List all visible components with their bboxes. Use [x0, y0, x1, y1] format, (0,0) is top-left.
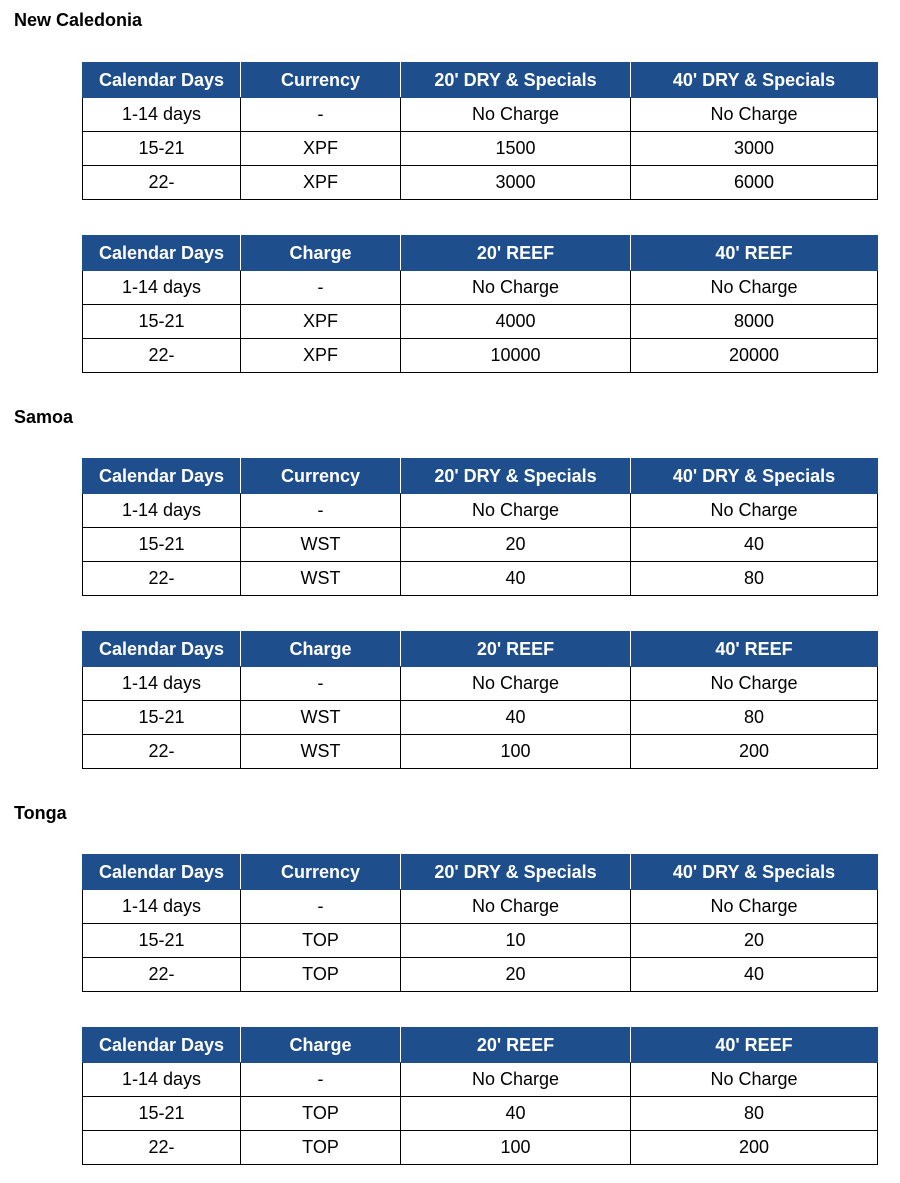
header-cell: 40' DRY & Specials [631, 459, 878, 494]
table-cell: - [241, 667, 401, 701]
table-cell: WST [241, 701, 401, 735]
table-cell: XPF [241, 132, 401, 166]
table-cell: 3000 [631, 132, 878, 166]
table-cell: 80 [631, 562, 878, 596]
header-cell: Calendar Days [83, 632, 241, 667]
table-cell: No Charge [631, 271, 878, 305]
table-header-row [83, 236, 878, 271]
table-cell: 10000 [401, 339, 631, 373]
table-cell: - [241, 98, 401, 132]
section-title-samoa: Samoa [14, 407, 74, 427]
table-cell: 100 [401, 735, 631, 769]
tonga-reef-table [82, 1027, 878, 1165]
table-cell: 22- [83, 339, 241, 373]
table-cell: No Charge [631, 667, 878, 701]
table-row [83, 98, 878, 132]
header-cell: 40' DRY & Specials [631, 855, 878, 890]
table-cell: - [241, 1063, 401, 1097]
header-cell: Currency [241, 63, 401, 98]
table-cell: 1-14 days [83, 667, 241, 701]
header-cell: Charge [241, 632, 401, 667]
table-cell: 1-14 days [83, 890, 241, 924]
table-header-row [83, 63, 878, 98]
table-cell: XPF [241, 339, 401, 373]
header-cell: Currency [241, 459, 401, 494]
table-row [83, 1097, 878, 1131]
table-row [83, 562, 878, 596]
table-cell: 40 [401, 562, 631, 596]
table-row [83, 890, 878, 924]
table-header-row [83, 459, 878, 494]
samoa-reef-table [82, 631, 878, 769]
table-cell: 1500 [401, 132, 631, 166]
table-cell: 20 [631, 924, 878, 958]
table-cell: 40 [401, 701, 631, 735]
table-cell: 6000 [631, 166, 878, 200]
table-cell: 22- [83, 1131, 241, 1165]
header-cell: Calendar Days [83, 236, 241, 271]
table-cell: 22- [83, 562, 241, 596]
header-cell: Calendar Days [83, 459, 241, 494]
table-row [83, 528, 878, 562]
table-cell: - [241, 271, 401, 305]
table-cell: 1-14 days [83, 98, 241, 132]
table-cell: 20 [401, 958, 631, 992]
table-cell: 40 [631, 958, 878, 992]
section-title-tonga: Tonga [14, 803, 67, 823]
table-cell: No Charge [401, 98, 631, 132]
table-row [83, 271, 878, 305]
table-row [83, 494, 878, 528]
new-caledonia-dry-table [82, 62, 878, 200]
table-cell: No Charge [631, 494, 878, 528]
table-cell: 15-21 [83, 924, 241, 958]
table-cell: 20000 [631, 339, 878, 373]
header-cell: 20' REEF [401, 236, 631, 271]
header-cell: 40' REEF [631, 236, 878, 271]
table-header-row [83, 632, 878, 667]
header-cell: 40' REEF [631, 632, 878, 667]
table-cell: 15-21 [83, 305, 241, 339]
table-cell: 80 [631, 1097, 878, 1131]
table-cell: No Charge [401, 1063, 631, 1097]
header-cell: 20' DRY & Specials [401, 855, 631, 890]
table-cell: XPF [241, 305, 401, 339]
table-cell: No Charge [401, 271, 631, 305]
table-row [83, 132, 878, 166]
table-cell: 3000 [401, 166, 631, 200]
table-cell: No Charge [631, 890, 878, 924]
table-cell: - [241, 494, 401, 528]
header-cell: Currency [241, 855, 401, 890]
table-cell: 15-21 [83, 701, 241, 735]
table-cell: WST [241, 562, 401, 596]
tonga-dry-table [82, 854, 878, 992]
header-cell: Charge [241, 1028, 401, 1063]
table-row [83, 958, 878, 992]
table-cell: XPF [241, 166, 401, 200]
table-cell: WST [241, 528, 401, 562]
samoa-dry-table [82, 458, 878, 596]
header-cell: 20' DRY & Specials [401, 459, 631, 494]
table-cell: No Charge [631, 1063, 878, 1097]
table-cell: WST [241, 735, 401, 769]
table-cell: 22- [83, 735, 241, 769]
table-header-row [83, 1028, 878, 1063]
header-cell: 20' REEF [401, 632, 631, 667]
table-row [83, 1063, 878, 1097]
header-cell: Calendar Days [83, 1028, 241, 1063]
new-caledonia-reef-table [82, 235, 878, 373]
table-row [83, 701, 878, 735]
table-cell: 22- [83, 166, 241, 200]
table-cell: TOP [241, 1097, 401, 1131]
table-cell: 40 [631, 528, 878, 562]
table-cell: 20 [401, 528, 631, 562]
table-cell: No Charge [631, 98, 878, 132]
table-cell: 100 [401, 1131, 631, 1165]
table-cell: TOP [241, 1131, 401, 1165]
table-cell: 1-14 days [83, 494, 241, 528]
table-cell: TOP [241, 924, 401, 958]
table-cell: 4000 [401, 305, 631, 339]
table-row [83, 166, 878, 200]
table-row [83, 305, 878, 339]
section-title-new-caledonia: New Caledonia [14, 10, 143, 30]
header-cell: 20' DRY & Specials [401, 63, 631, 98]
table-cell: No Charge [401, 890, 631, 924]
table-cell: 200 [631, 735, 878, 769]
table-header-row [83, 855, 878, 890]
table-row [83, 339, 878, 373]
table-cell: 15-21 [83, 1097, 241, 1131]
table-cell: - [241, 890, 401, 924]
table-cell: 1-14 days [83, 271, 241, 305]
header-cell: 40' DRY & Specials [631, 63, 878, 98]
table-cell: 40 [401, 1097, 631, 1131]
table-cell: 10 [401, 924, 631, 958]
table-cell: No Charge [401, 667, 631, 701]
table-row [83, 667, 878, 701]
header-cell: Charge [241, 236, 401, 271]
header-cell: Calendar Days [83, 63, 241, 98]
table-cell: 1-14 days [83, 1063, 241, 1097]
header-cell: 20' REEF [401, 1028, 631, 1063]
table-cell: No Charge [401, 494, 631, 528]
table-row [83, 735, 878, 769]
table-row [83, 924, 878, 958]
header-cell: Calendar Days [83, 855, 241, 890]
table-cell: TOP [241, 958, 401, 992]
table-row [83, 1131, 878, 1165]
table-cell: 15-21 [83, 132, 241, 166]
table-cell: 8000 [631, 305, 878, 339]
header-cell: 40' REEF [631, 1028, 878, 1063]
table-cell: 15-21 [83, 528, 241, 562]
table-cell: 80 [631, 701, 878, 735]
table-cell: 200 [631, 1131, 878, 1165]
table-cell: 22- [83, 958, 241, 992]
